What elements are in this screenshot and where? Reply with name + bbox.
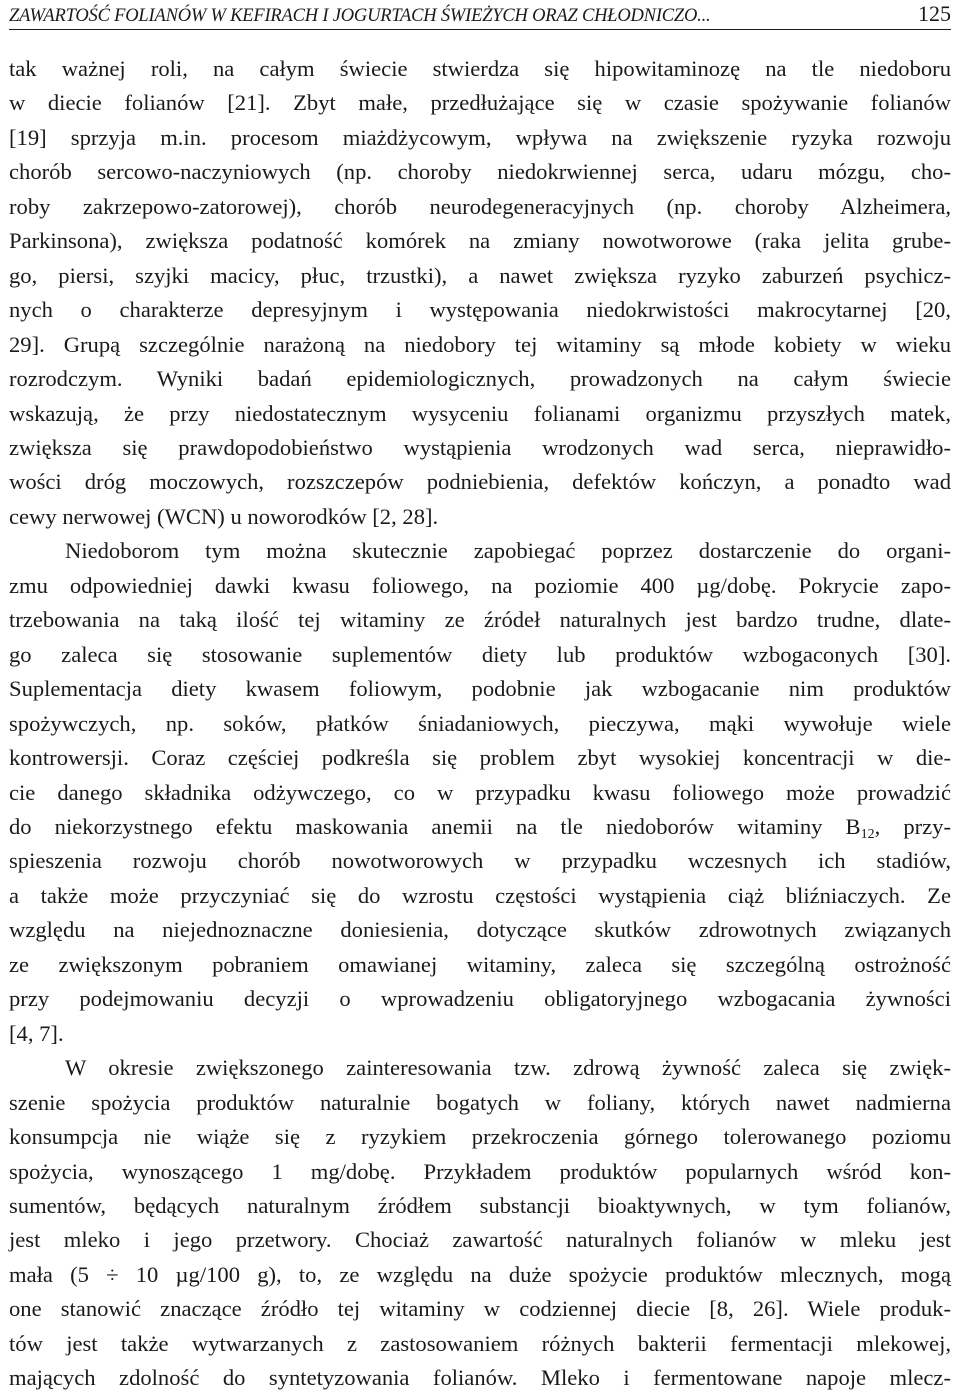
text-fragment: , przy-: [874, 813, 951, 839]
text-line: mała (5 ÷ 10 µg/100 g), to, ze względu na duże spożycie produktów mlecznych, mogą: [9, 1261, 951, 1287]
text-line: go, piersi, szyjki macicy, płuc, trzustki), a nawet zwiększa ryzyko zaburzeń psychicz-: [9, 262, 951, 288]
text-line-vitamin-b12: [9, 810, 951, 844]
text-line: a także może przyczyniać się do wzrostu częstości wystąpienia ciąż bliźniaczych. Ze: [9, 882, 951, 908]
text-line: [4, 7].: [9, 1020, 64, 1046]
text-line: zwiększa się prawdopodobieństwo wystąpienia wrodzonych wad serca, nieprawidło-: [9, 434, 951, 460]
text-line: spożywczych, np. soków, płatków śniadaniowych, pieczywa, mąki wywołuje wiele: [9, 710, 951, 736]
text-line: one stanowić znaczące źródło tej witaminy w codziennej diecie [8, 26]. Wiele produk-: [9, 1296, 951, 1322]
text-line: tak ważnej roli, na całym świecie stwierdza się hipowitaminozę na tle niedoboru: [9, 56, 951, 81]
text-line: ze zwiększonym pobraniem omawianej witaminy, zaleca się szczególną ostrożność: [9, 951, 951, 977]
text-line: trzebowania na taką ilość tej witaminy ze źródeł naturalnych jest bardzo trudne, dlate-: [9, 607, 951, 633]
subscript-12: 12: [860, 826, 875, 842]
text-line: nych o charakterze depresyjnym i występowania niedokrwistości makrocytarnej [20,: [9, 297, 951, 323]
text-line: W okresie zwiększonego zainteresowania tzw. zdrową żywność zaleca się zwięk-: [65, 1055, 951, 1081]
text-line: Parkinsona), zwiększa podatność komórek na zmiany nowotworowe (raka jelita grube-: [9, 228, 951, 254]
text-line: rozrodczym. Wyniki badań epidemiologicznych, prowadzonych na całym świecie: [9, 366, 951, 392]
text-line: w diecie folianów [21]. Zbyt małe, przedłużające się w czasie spożywanie folianów: [9, 90, 951, 116]
text-line: wości dróg moczowych, rozszczepów podniebienia, defektów kończyn, a ponadto wad: [9, 469, 951, 495]
text-line: konsumpcja nie wiąże się z ryzykiem przekroczenia górnego tolerowanego poziomu: [9, 1124, 951, 1150]
text-line: roby zakrzepowo-zatorowej), chorób neurodegeneracyjnych (np. choroby Alzheimera,: [9, 193, 951, 219]
text-line: spieszenia rozwoju chorób nowotworowych w przypadku wczesnych ich stadiów,: [9, 848, 951, 874]
text-fragment: do niekorzystnego efektu maskowania anemii na tle niedoborów witaminy B: [9, 813, 861, 839]
text-line: 29]. Grupą szczególnie narażoną na niedobory tej witaminy są młode kobiety w wieku: [9, 331, 951, 357]
text-line: kontrowersji. Coraz częściej podkreśla się problem zbyt wysokiej koncentracji w die-: [9, 745, 951, 771]
text-line: cewy nerwowej (WCN) u noworodków [2, 28].: [9, 503, 439, 529]
running-title: ZAWARTOŚĆ FOLIANÓW W KEFIRACH I JOGURTACH ŚWIEŻYCH ORAZ CHŁODNICZO...: [9, 6, 711, 26]
text-line: cie danego składnika odżywczego, co w przypadku kwasu foliowego może prowadzić: [9, 779, 951, 805]
page-number: 125: [918, 1, 951, 26]
text-line: Niedoborom tym można skutecznie zapobiegać poprzez dostarczenie do organi-: [65, 538, 951, 564]
text-line: spożycia, wynoszącego 1 mg/dobę. Przykładem produktów popularnych wśród kon-: [9, 1158, 951, 1184]
text-line: wskazują, że przy niedostatecznym wysyceniu folianami organizmu przyszłych matek,: [9, 400, 951, 426]
text-line: szenie spożycia produktów naturalnie bogatych w foliany, których nawet nadmierna: [9, 1089, 951, 1115]
text-line: tów jest także wytwarzanych z zastosowaniem różnych bakterii fermentacji mlekowej,: [9, 1330, 951, 1356]
text-line: zmu odpowiedniej dawki kwasu foliowego, na poziomie 400 µg/dobę. Pokrycie zapo-: [9, 572, 951, 598]
text-line: chorób sercowo-naczyniowych (np. choroby niedokrwiennej serca, udaru mózgu, cho-: [9, 159, 951, 185]
text-line: mających zdolność do syntetyzowania folianów. Mleko i fermentowane napoje mlecz-: [9, 1365, 951, 1391]
text-line: względu na niejednoznaczne doniesienia, dotyczące skutków zdrowotnych związanych: [9, 917, 951, 943]
text-line: przy podejmowaniu decyzji o wprowadzeniu obligatoryjnego wzbogacania żywności: [9, 986, 951, 1012]
body-text: [9, 52, 951, 1396]
text-line: Suplementacja diety kwasem foliowym, podobnie jak wzbogacanie nim produktów: [9, 676, 951, 702]
text-line: [19] sprzyja m.in. procesom miażdżycowym, wpływa na zwiększenie ryzyka rozwoju: [9, 124, 951, 150]
text-line: sumentów, będących naturalnym źródłem substancji bioaktywnych, w tym folianów,: [9, 1192, 951, 1218]
text-line: go zaleca się stosowanie suplementów diety lub produktów wzbogaconych [30].: [9, 641, 951, 667]
running-header: [9, 0, 951, 30]
text-line: jest mleko i jego przetwory. Chociaż zawartość naturalnych folianów w mleku jest: [9, 1227, 951, 1253]
